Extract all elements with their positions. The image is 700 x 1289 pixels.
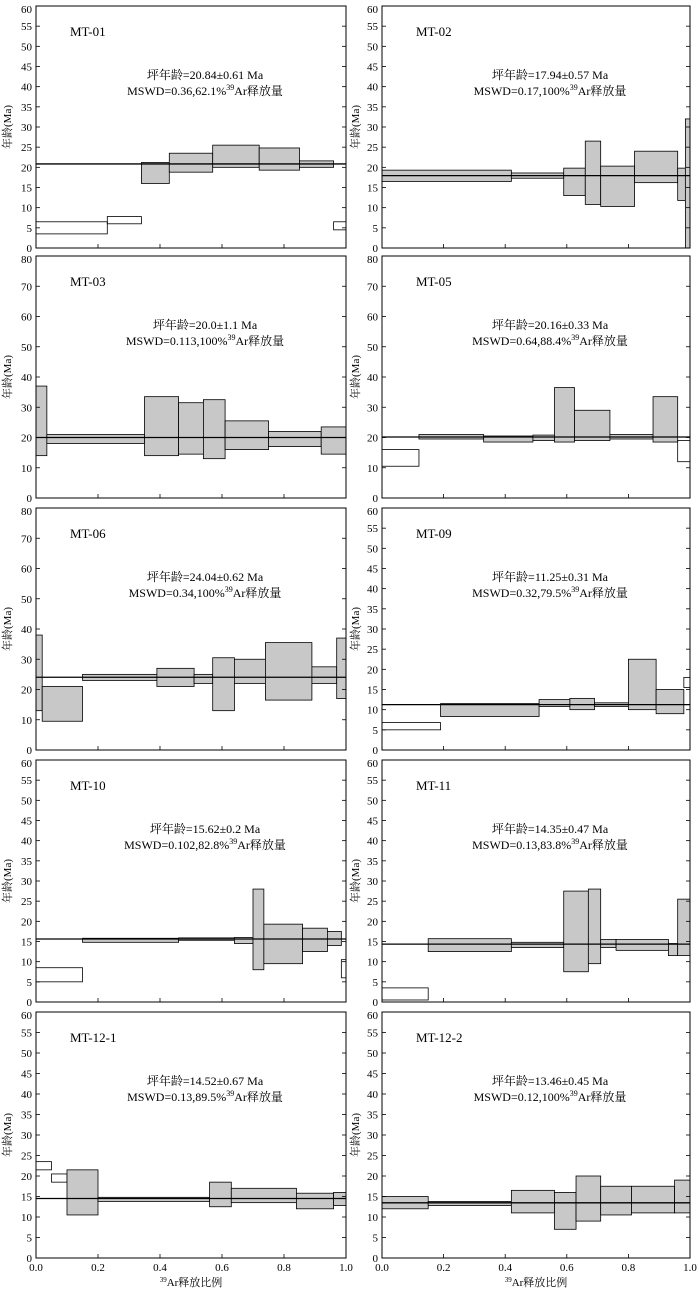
y-tick-label: 10 — [21, 1212, 32, 1224]
y-tick-label: 10 — [367, 462, 378, 475]
mswd-prefix: MSWD=0.12,100% — [473, 1090, 570, 1104]
mswd-prefix: MSWD=0.13,83.8% — [472, 838, 572, 852]
y-tick-label: 50 — [367, 41, 378, 54]
y-tick-label: 40 — [21, 1089, 32, 1101]
mswd-suffix: Ar释放量 — [579, 334, 628, 348]
step-bar — [234, 659, 265, 683]
x-axis-label-main: Ar释放比例 — [511, 1277, 568, 1289]
step-plot — [36, 889, 346, 982]
plateau-age-text: 坪年龄=14.35±0.47 Ma — [491, 822, 609, 836]
y-tick-label: 20 — [367, 664, 378, 677]
y-tick-label: 5 — [372, 222, 378, 235]
y-tick-label: 40 — [21, 81, 32, 94]
step-bar — [511, 1190, 554, 1213]
mswd-superscript: 39 — [571, 837, 580, 846]
y-tick-label: 5 — [372, 1232, 378, 1245]
step-bar — [213, 658, 235, 711]
y-tick-label: 40 — [21, 372, 32, 384]
mswd-prefix: MSWD=0.36,62.1% — [127, 84, 227, 98]
sample-title: MT-02 — [416, 24, 452, 39]
sample-title: MT-03 — [70, 274, 106, 289]
y-tick-label: 70 — [21, 533, 32, 546]
y-tick-label: 15 — [367, 684, 378, 697]
panel-frame — [36, 760, 346, 1002]
step-plot — [382, 119, 690, 248]
y-tick-label: 50 — [21, 1048, 32, 1060]
y-tick-label: 25 — [367, 896, 378, 909]
step-bar — [554, 1192, 576, 1229]
y-tick-label: 40 — [367, 372, 378, 384]
y-tick-label: 0 — [26, 997, 32, 1009]
step-bar — [265, 643, 312, 700]
y-tick-label: 70 — [367, 281, 378, 294]
step-bar — [169, 153, 212, 172]
y-tick-label: 15 — [21, 182, 32, 195]
x-tick-label: 0.2 — [436, 1262, 451, 1274]
y-tick-label: 60 — [21, 311, 32, 324]
plateau-age-text: 坪年龄=20.84±0.61 Ma — [146, 68, 264, 82]
x-axis-label-superscript: 39 — [504, 1276, 512, 1284]
y-tick-label: 60 — [21, 758, 32, 770]
mswd-superscript: 39 — [227, 333, 236, 342]
y-tick-label: 0 — [26, 243, 32, 255]
step-bar — [334, 222, 346, 230]
x-axis-label-main: Ar释放比例 — [166, 1277, 223, 1289]
y-tick-label: 10 — [21, 462, 32, 475]
step-bar — [47, 434, 145, 443]
x-tick-label: 0.4 — [498, 1262, 513, 1274]
step-bar — [269, 431, 322, 446]
y-axis-label: 年龄(Ma) — [2, 859, 14, 903]
y-tick-label: 25 — [21, 896, 32, 909]
step-bar — [382, 723, 441, 730]
panel-mt-01 — [0, 4, 346, 255]
x-tick-label: 0.0 — [29, 1262, 43, 1274]
step-plot — [382, 1176, 690, 1229]
y-tick-label: 55 — [367, 523, 378, 536]
y-tick-label: 45 — [21, 815, 32, 828]
x-tick-label: 0.2 — [91, 1262, 105, 1274]
y-tick-label: 60 — [21, 1010, 32, 1022]
step-bar — [588, 889, 600, 964]
mswd-text — [124, 837, 286, 852]
y-tick-label: 5 — [26, 976, 32, 989]
sample-title: MT-11 — [416, 778, 452, 793]
y-tick-label: 0 — [372, 493, 378, 505]
y-tick-label: 35 — [21, 855, 32, 868]
mswd-suffix: Ar释放量 — [579, 586, 628, 600]
step-bar — [194, 674, 213, 683]
x-tick-label: 0.0 — [375, 1262, 389, 1274]
y-tick-label: 30 — [21, 122, 32, 134]
mswd-prefix: MSWD=0.34,100% — [128, 586, 225, 600]
y-tick-label: 45 — [21, 61, 32, 74]
y-tick-label: 30 — [367, 1130, 378, 1142]
x-tick-label: 0.4 — [153, 1262, 167, 1274]
step-bar — [382, 450, 419, 467]
y-tick-label: 60 — [21, 4, 32, 16]
y-tick-label: 40 — [21, 835, 32, 848]
y-tick-label: 5 — [26, 222, 32, 235]
y-tick-label: 35 — [21, 101, 32, 114]
y-tick-label: 55 — [367, 1027, 378, 1040]
panel-frame — [382, 760, 690, 1002]
y-axis-label: 年龄(Ma) — [350, 859, 362, 903]
step-bar — [312, 667, 337, 684]
panel-mt-02 — [348, 4, 690, 255]
panel-frame — [382, 256, 690, 498]
y-tick-label: 20 — [21, 916, 32, 929]
panel-mt-09 — [348, 506, 690, 757]
mswd-prefix: MSWD=0.102,82.8% — [124, 838, 230, 852]
step-bar — [141, 162, 169, 183]
y-tick-label: 50 — [21, 795, 32, 808]
sample-title: MT-10 — [70, 778, 106, 793]
y-tick-label: 5 — [372, 976, 378, 989]
step-plot — [382, 388, 690, 467]
mswd-text — [129, 585, 282, 600]
step-bar — [539, 700, 570, 707]
y-tick-label: 60 — [367, 311, 378, 324]
step-bar — [564, 168, 586, 195]
sample-title: MT-06 — [70, 526, 106, 541]
step-bar — [264, 924, 303, 964]
step-bar — [253, 889, 264, 970]
mswd-superscript: 39 — [571, 333, 580, 342]
y-tick-label: 25 — [367, 1150, 378, 1163]
y-axis-label: 年龄(Ma) — [2, 607, 14, 651]
step-plot — [36, 145, 346, 234]
panel-mt-06 — [0, 506, 346, 757]
y-tick-label: 30 — [367, 624, 378, 636]
mswd-superscript: 39 — [229, 837, 238, 846]
panel-frame — [36, 1012, 346, 1258]
y-tick-label: 15 — [21, 1191, 32, 1204]
mswd-superscript: 39 — [569, 1089, 578, 1098]
y-tick-label: 10 — [367, 704, 378, 717]
y-tick-label: 55 — [367, 21, 378, 34]
step-bar — [511, 942, 563, 947]
y-tick-label: 55 — [367, 775, 378, 788]
y-tick-label: 20 — [21, 162, 32, 175]
x-axis-label-superscript: 39 — [159, 1276, 167, 1284]
y-tick-label: 15 — [367, 182, 378, 195]
y-tick-label: 30 — [367, 876, 378, 888]
y-tick-label: 25 — [21, 1150, 32, 1163]
y-axis-label: 年龄(Ma) — [2, 105, 14, 149]
panel-mt-03 — [0, 254, 346, 505]
step-bar — [145, 397, 179, 456]
step-bar — [631, 1186, 674, 1213]
panel-mt-12-1 — [0, 1010, 353, 1289]
y-tick-label: 0 — [372, 1253, 378, 1265]
y-tick-label: 35 — [367, 1109, 378, 1122]
y-tick-label: 50 — [367, 1048, 378, 1060]
mswd-suffix: Ar释放量 — [234, 84, 283, 98]
y-tick-label: 20 — [21, 432, 32, 445]
mswd-suffix: Ar释放量 — [237, 838, 286, 852]
y-tick-label: 30 — [21, 654, 32, 667]
plateau-age-text: 坪年龄=20.16±0.33 Ma — [491, 318, 609, 332]
y-tick-label: 45 — [367, 563, 378, 576]
panel-frame — [382, 6, 690, 248]
y-tick-label: 30 — [367, 122, 378, 134]
sample-title: MT-09 — [416, 526, 452, 541]
sample-title: MT-12-2 — [416, 1030, 463, 1045]
y-tick-label: 80 — [21, 506, 32, 518]
step-bar — [653, 397, 678, 442]
y-tick-label: 30 — [21, 1130, 32, 1142]
y-tick-label: 45 — [367, 61, 378, 74]
panel-mt-10 — [0, 758, 346, 1009]
step-bar — [678, 168, 686, 200]
y-tick-label: 45 — [367, 815, 378, 828]
step-bar — [685, 119, 690, 248]
plateau-age-text: 坪年龄=14.52±0.67 Ma — [146, 1074, 264, 1088]
step-bar — [231, 1188, 296, 1202]
step-bar — [303, 928, 328, 951]
plateau-age-text: 坪年龄=24.04±0.62 Ma — [146, 570, 264, 584]
y-tick-label: 20 — [367, 162, 378, 175]
step-bar — [36, 968, 83, 982]
step-bar — [210, 1182, 232, 1207]
mswd-text — [474, 1089, 627, 1104]
mswd-prefix: MSWD=0.13,89.5% — [127, 1090, 227, 1104]
mswd-superscript: 39 — [571, 585, 580, 594]
panel-frame — [382, 1012, 690, 1258]
mswd-text — [472, 837, 628, 852]
step-bar — [575, 410, 610, 440]
mswd-superscript: 39 — [569, 83, 578, 92]
step-bar — [42, 686, 82, 721]
step-bar — [321, 427, 346, 454]
step-bar — [576, 1176, 601, 1221]
step-bar — [428, 1201, 511, 1205]
step-bar — [225, 421, 268, 450]
step-bar — [585, 141, 600, 204]
y-tick-label: 0 — [372, 745, 378, 757]
y-tick-label: 15 — [21, 936, 32, 949]
step-bar — [678, 899, 690, 955]
mswd-text — [126, 333, 284, 348]
step-bar — [628, 659, 656, 709]
step-bar — [36, 635, 42, 711]
y-tick-label: 0 — [26, 1253, 32, 1265]
y-tick-label: 20 — [21, 1171, 32, 1183]
y-tick-label: 30 — [367, 402, 378, 415]
y-tick-label: 50 — [367, 341, 378, 354]
step-bar — [296, 1193, 333, 1209]
y-tick-label: 30 — [21, 402, 32, 415]
step-bar — [668, 944, 677, 956]
panel-mt-05 — [348, 254, 690, 505]
x-axis-label — [505, 1275, 568, 1289]
step-plot — [36, 635, 346, 721]
mswd-prefix: MSWD=0.113,100% — [125, 334, 228, 348]
x-tick-label: 0.6 — [215, 1262, 229, 1274]
mswd-prefix: MSWD=0.32,79.5% — [472, 586, 572, 600]
step-bar — [554, 388, 574, 442]
step-bar — [678, 441, 690, 462]
step-bar — [635, 151, 678, 182]
y-tick-label: 70 — [21, 281, 32, 294]
y-tick-label: 35 — [21, 1109, 32, 1122]
y-tick-label: 5 — [372, 724, 378, 737]
mswd-text — [472, 333, 628, 348]
y-tick-label: 25 — [367, 142, 378, 155]
y-tick-label: 15 — [367, 936, 378, 949]
y-tick-label: 15 — [367, 1191, 378, 1204]
mswd-text — [127, 1089, 283, 1104]
y-tick-label: 25 — [21, 142, 32, 155]
y-tick-label: 40 — [367, 81, 378, 94]
mswd-text — [127, 83, 283, 98]
step-bar — [36, 222, 107, 234]
mswd-prefix: MSWD=0.64,88.4% — [472, 334, 572, 348]
sample-title: MT-12-1 — [70, 1030, 117, 1045]
y-tick-label: 50 — [21, 41, 32, 54]
y-tick-label: 35 — [367, 855, 378, 868]
sample-title: MT-01 — [70, 24, 106, 39]
y-tick-label: 10 — [21, 202, 32, 215]
y-tick-label: 60 — [21, 563, 32, 576]
y-tick-label: 20 — [367, 432, 378, 445]
mswd-superscript: 39 — [224, 585, 233, 594]
y-tick-label: 80 — [21, 254, 32, 266]
plateau-age-text: 坪年龄=15.62±0.2 Ma — [149, 822, 261, 836]
x-tick-label: 0.8 — [621, 1262, 636, 1274]
step-bar — [36, 386, 47, 456]
y-tick-label: 0 — [26, 745, 32, 757]
y-axis-label: 年龄(Ma) — [350, 1113, 362, 1157]
step-plot — [382, 889, 690, 1000]
y-tick-label: 40 — [367, 1089, 378, 1101]
y-tick-label: 0 — [26, 493, 32, 505]
step-bar — [52, 1174, 68, 1182]
y-tick-label: 50 — [367, 543, 378, 556]
y-tick-label: 55 — [21, 1027, 32, 1040]
y-tick-label: 10 — [21, 956, 32, 969]
y-tick-label: 50 — [21, 593, 32, 606]
y-tick-label: 60 — [367, 758, 378, 770]
step-bar — [107, 217, 141, 224]
y-tick-label: 10 — [367, 202, 378, 215]
step-bar — [382, 988, 428, 1000]
panel-frame — [36, 256, 346, 498]
y-axis-label: 年龄(Ma) — [350, 607, 362, 651]
step-bar — [533, 435, 555, 440]
plateau-age-text: 坪年龄=11.25±0.31 Ma — [492, 570, 608, 584]
y-tick-label: 20 — [21, 684, 32, 697]
step-bar — [441, 704, 540, 717]
y-tick-label: 45 — [367, 1068, 378, 1081]
plateau-age-text: 坪年龄=13.46±0.45 Ma — [491, 1074, 609, 1088]
mswd-suffix: Ar释放量 — [577, 1090, 627, 1104]
x-axis-label — [160, 1275, 223, 1289]
y-tick-label: 10 — [367, 956, 378, 969]
y-tick-label: 60 — [367, 506, 378, 518]
y-tick-label: 50 — [21, 341, 32, 354]
step-bar — [656, 690, 684, 714]
y-tick-label: 80 — [367, 254, 378, 266]
x-tick-label: 1.0 — [339, 1262, 353, 1274]
y-tick-label: 40 — [21, 624, 32, 636]
mswd-superscript: 39 — [226, 1089, 235, 1098]
step-bar — [203, 400, 225, 459]
y-axis-label: 年龄(Ma) — [350, 105, 362, 149]
y-tick-label: 0 — [372, 997, 378, 1009]
y-tick-label: 35 — [367, 101, 378, 114]
plateau-age-text: 坪年龄=20.0±1.1 Ma — [152, 318, 258, 332]
y-tick-label: 10 — [21, 714, 32, 727]
y-axis-label: 年龄(Ma) — [2, 1113, 14, 1157]
y-tick-label: 45 — [21, 1068, 32, 1081]
panel-frame — [36, 6, 346, 248]
step-bar — [601, 1186, 632, 1215]
step-plot — [36, 1162, 346, 1215]
panel-mt-11 — [348, 758, 690, 1009]
y-axis-label: 年龄(Ma) — [2, 355, 14, 399]
y-axis-label: 年龄(Ma) — [350, 355, 362, 399]
mswd-suffix: Ar释放量 — [234, 1090, 283, 1104]
y-tick-label: 30 — [21, 876, 32, 888]
step-bar — [259, 148, 299, 170]
y-tick-label: 55 — [21, 775, 32, 788]
mswd-text — [474, 83, 627, 98]
y-tick-label: 20 — [367, 1171, 378, 1183]
y-tick-label: 40 — [367, 835, 378, 848]
x-tick-label: 1.0 — [683, 1262, 697, 1274]
x-tick-label: 0.8 — [277, 1262, 291, 1274]
panel-mt-12-2 — [348, 1010, 697, 1289]
sample-title: MT-05 — [416, 274, 452, 289]
step-bar — [601, 166, 635, 206]
step-bar — [616, 939, 668, 950]
y-tick-label: 55 — [21, 21, 32, 34]
plateau-age-text: 坪年龄=17.94±0.57 Ma — [491, 68, 609, 82]
y-tick-label: 25 — [367, 644, 378, 657]
y-tick-label: 0 — [372, 243, 378, 255]
mswd-suffix: Ar释放量 — [235, 334, 285, 348]
y-tick-label: 40 — [367, 583, 378, 596]
step-bar — [564, 891, 589, 972]
mswd-prefix: MSWD=0.17,100% — [473, 84, 570, 98]
mswd-text — [472, 585, 628, 600]
y-tick-label: 35 — [367, 603, 378, 616]
mswd-superscript: 39 — [226, 83, 235, 92]
step-plot — [36, 386, 346, 459]
step-bar — [341, 960, 346, 978]
step-bar — [684, 677, 690, 687]
step-bar — [428, 939, 511, 952]
mswd-suffix: Ar释放量 — [577, 84, 627, 98]
y-tick-label: 10 — [367, 1212, 378, 1224]
mswd-suffix: Ar释放量 — [579, 838, 628, 852]
step-bar — [67, 1170, 98, 1215]
y-tick-label: 5 — [26, 1232, 32, 1245]
y-tick-label: 60 — [367, 1010, 378, 1022]
y-tick-label: 20 — [367, 916, 378, 929]
step-plot — [382, 659, 690, 730]
step-bar — [179, 403, 204, 454]
mswd-suffix: Ar释放量 — [232, 586, 282, 600]
step-bar — [36, 1162, 52, 1170]
x-tick-label: 0.6 — [559, 1262, 574, 1274]
y-tick-label: 60 — [367, 4, 378, 16]
y-tick-label: 50 — [367, 795, 378, 808]
